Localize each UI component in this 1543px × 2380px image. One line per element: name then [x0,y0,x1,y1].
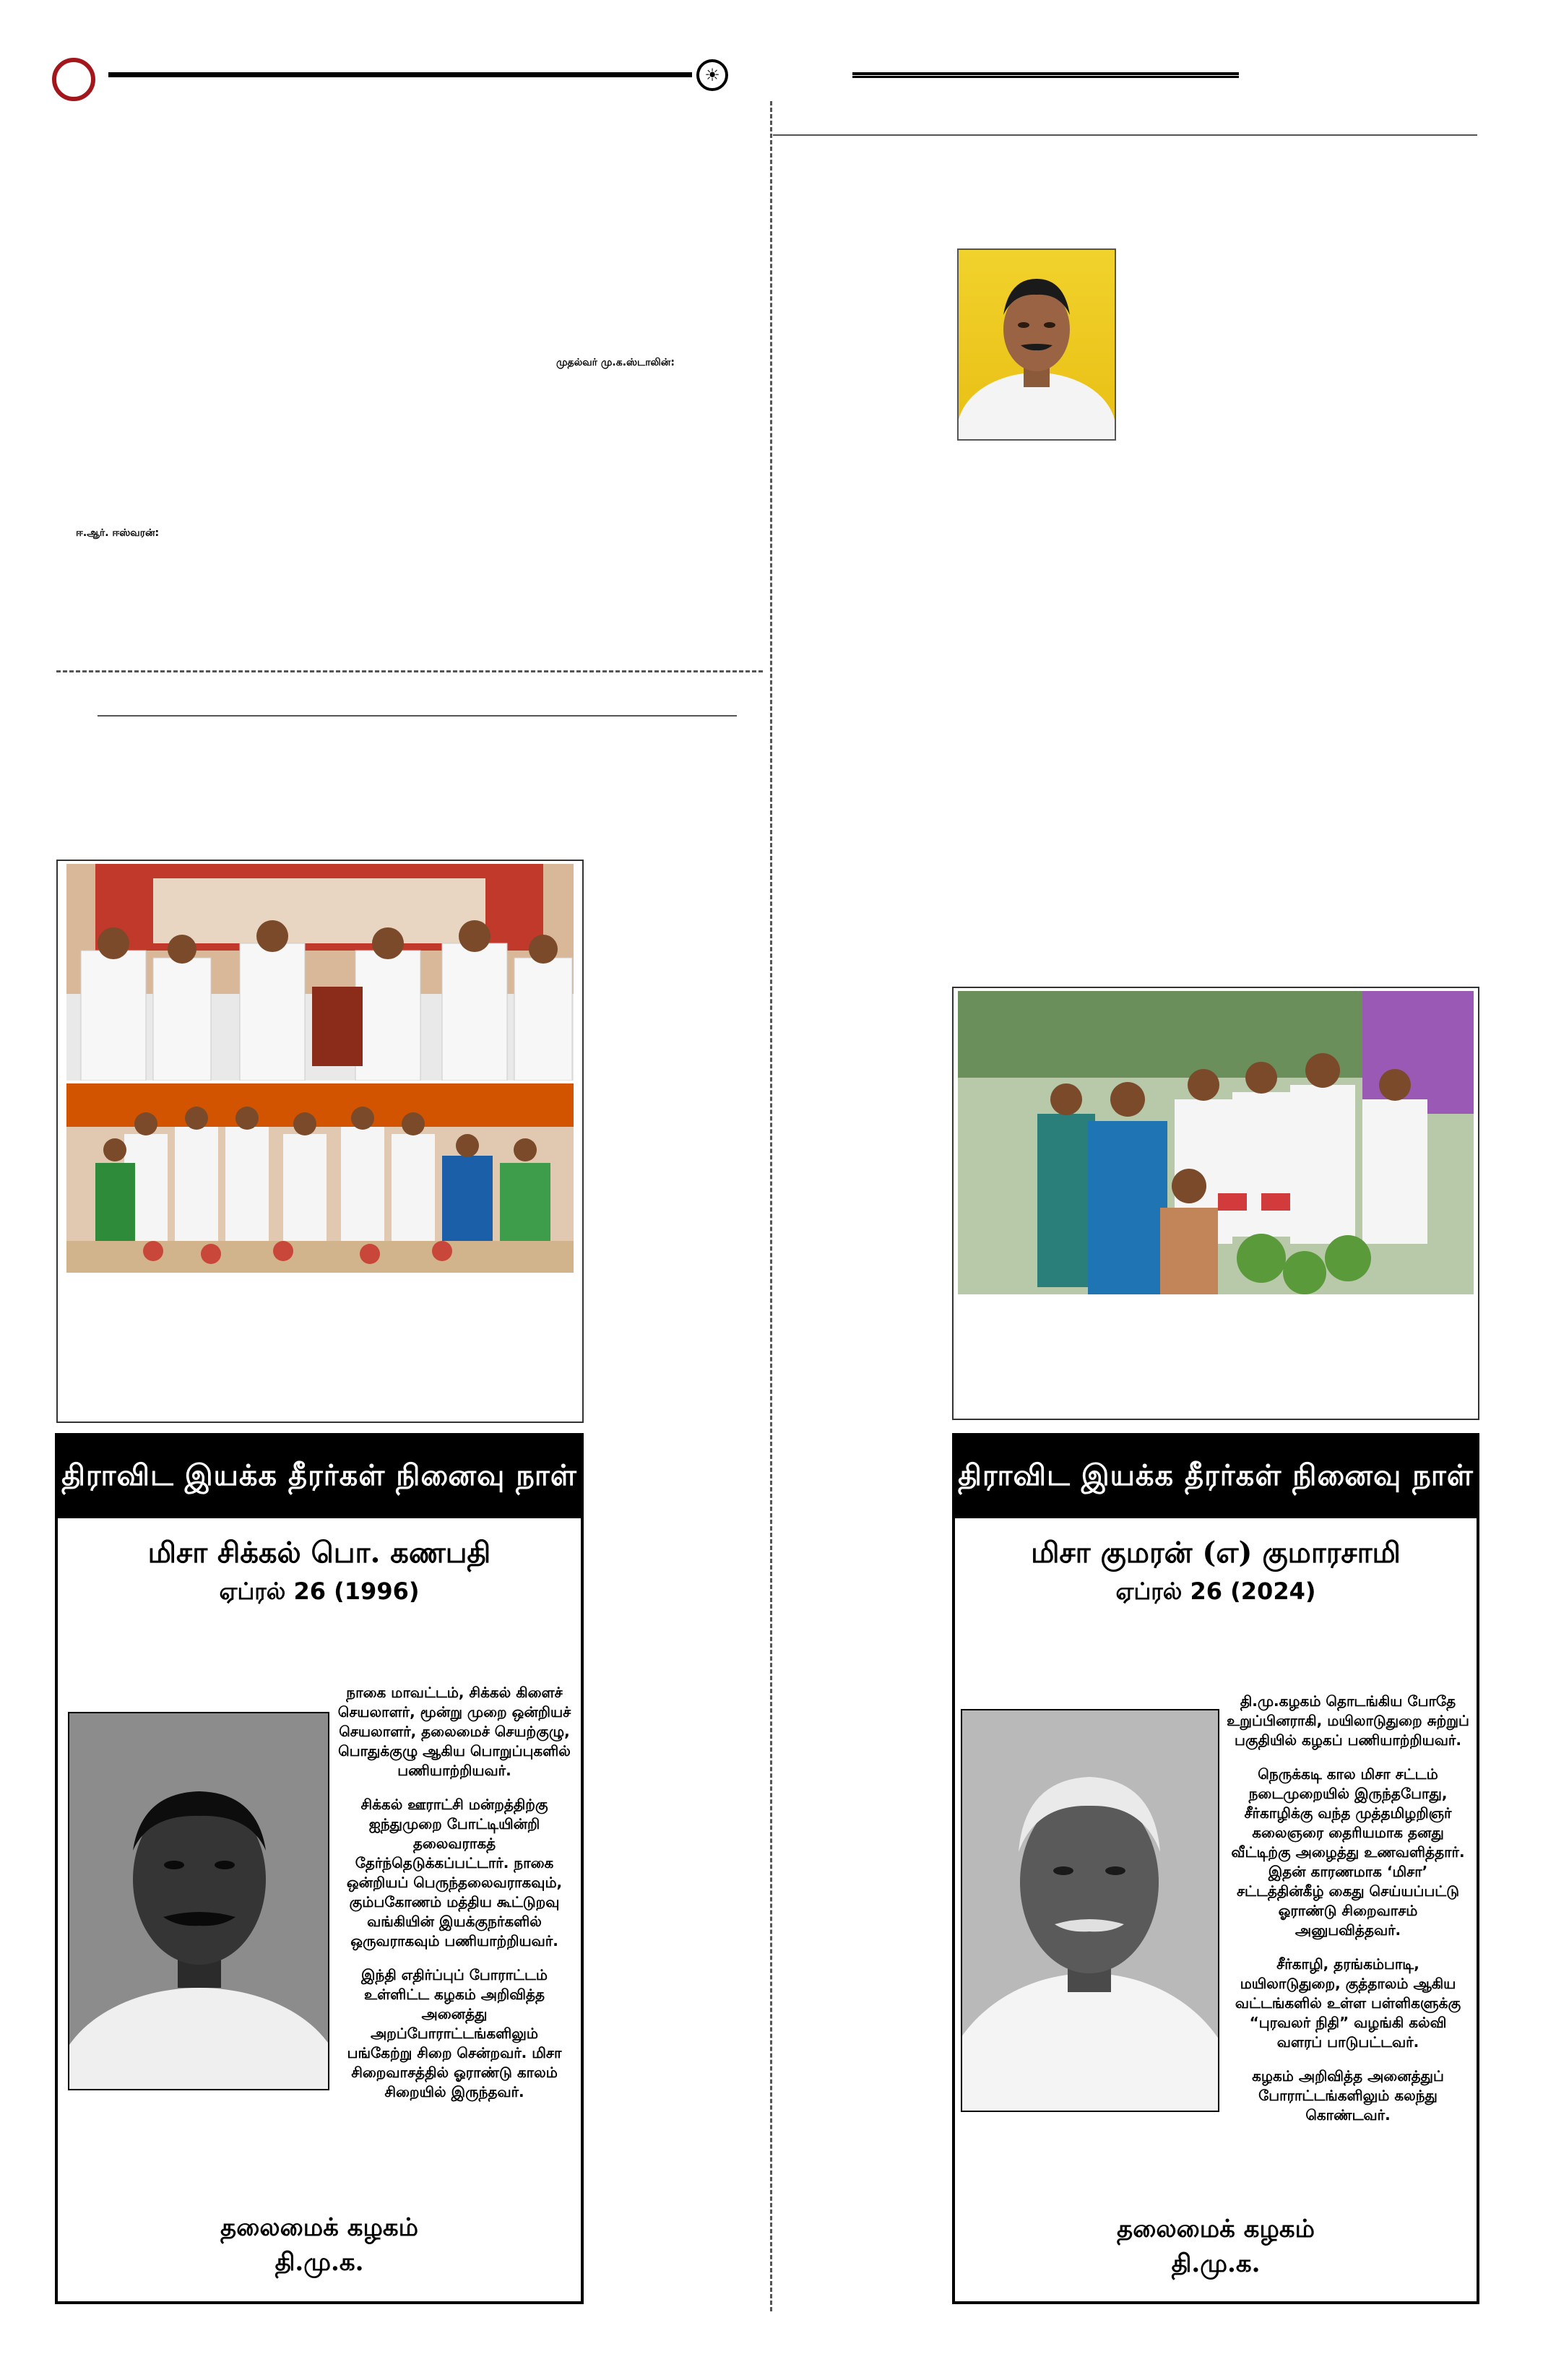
event-photo-right [958,991,1474,1294]
bio-paragraph: கழகம் அறிவித்த அனைத்துப் போராட்டங்களிலும் கலந்து கொண்டவர். [1252,2067,1444,2124]
memorial-biography [337,1683,572,2116]
memorial-footer-party: தி.மு.க. [1171,2249,1261,2278]
memorial-footer-party: தி.மு.க. [275,2248,364,2277]
header-rule-left [108,72,692,77]
rising-sun-emblem-icon: ☀ [696,59,728,91]
memorial-portrait-photo [961,1709,1219,2112]
memorial-heading: திராவிட இயக்க தீரர்கள் நினைவு நாள் [58,1436,581,1518]
memorial-box-right [952,1433,1479,2304]
header-rule-right [852,72,1239,78]
bio-paragraph: சீர்காழி, தரங்கம்பாடி, மயிலாடுதுறை, குத்தாலம் ஆகிய வட்டங்களில் உள்ள பள்ளிகளுக்கு “புரவலர் நிதி” வழங்கி கல்வி வளரப் பாடுபட்டவர். [1235,1955,1461,2051]
event-photo-left-bottom [66,1083,574,1273]
memorial-biography [1227,1692,1469,2139]
memorial-heading: திராவிட இயக்க தீரர்கள் நினைவு நாள் [955,1436,1477,1518]
column-divider [770,101,772,2311]
memorial-portrait-photo [68,1712,329,2090]
bio-paragraph: நாகை மாவட்டம், சிக்கல் கிளைச் செயலாளர், மூன்று முறை ஒன்றியச் செயலாளர், தலைமைச் செயற்குழு, பொதுக்குழு ஆகிய பொறுப்புகளில் பணியாற்றியவர். [337,1684,571,1779]
bio-paragraph: நெருக்கடி கால மிசா சட்டம் நடைமுறையில் இருந்தபோது, சீர்காழிக்கு வந்த முத்தமிழறிஞர் கலைஞரை தைரியமாக தனது வீட்டிற்கு அழைத்து உணவளித்தார். இதன் காரணமாக ‘மிசா’ சட்டத்தின்கீழ் கைது செய்யப்பட்டு ஓராண்டு சிறைவாசம் அனுபவித்தவர். [1231,1765,1465,1939]
leader-portrait-photo [957,248,1116,441]
eswaran-caption: ஈ.ஆர். ஈஸ்வரன்: [76,527,160,539]
header-circle-ornament [52,58,95,101]
memorial-box-left [55,1433,584,2304]
bio-paragraph: இந்தி எதிர்ப்புப் போராட்டம் உள்ளிட்ட கழகம் அறிவித்த அனைத்து அறப்போராட்டங்களிலும் பங்கேற்று சிறை சென்றவர். மிசா சிறைவாசத்தில் ஓராண்டு காலம் சிறையில் இருந்தவர். [347,1966,562,2100]
right-column-rule [773,134,1477,136]
left-section-divider [56,670,763,672]
memorial-name: மிசா குமரன் (எ) குமாரசாமி [1031,1536,1401,1570]
bio-paragraph: தி.மு.கழகம் தொடங்கிய போதே உறுப்பினராகி, மயிலாடுதுறை சுற்றுப் பகுதியில் கழகப் பணியாற்றியவர். [1227,1692,1469,1749]
memorial-footer-org: தலைமைக் கழகம் [220,2213,418,2242]
cm-stalin-caption: முதல்வர் மு.க.ஸ்டாலின்: [556,357,675,368]
memorial-footer-org: தலைமைக் கழகம் [1117,2215,1315,2243]
event-photo-right-frame [952,987,1479,1420]
memorial-date: ஏப்ரல் 26 (1996) [219,1578,420,1605]
left-heading-rule [98,715,737,717]
memorial-name: மிசா சிக்கல் பொ. கணபதி [147,1536,491,1570]
event-photo-left-frame [56,860,584,1423]
memorial-date: ஏப்ரல் 26 (2024) [1115,1578,1316,1605]
event-photo-left-top [66,864,574,1081]
bio-paragraph: சிக்கல் ஊராட்சி மன்றத்திற்கு ஐந்துமுறை போட்டியின்றி தலைவராகத் தேர்ந்தெடுக்கப்பட்டார். நாகை ஒன்றியப் பெருந்தலைவராகவும், கும்பகோணம் மத்திய கூட்டுறவு வங்கியின் இயக்குநர்களில் ஒருவராகவும் பணியாற்றியவர். [346,1796,563,1950]
